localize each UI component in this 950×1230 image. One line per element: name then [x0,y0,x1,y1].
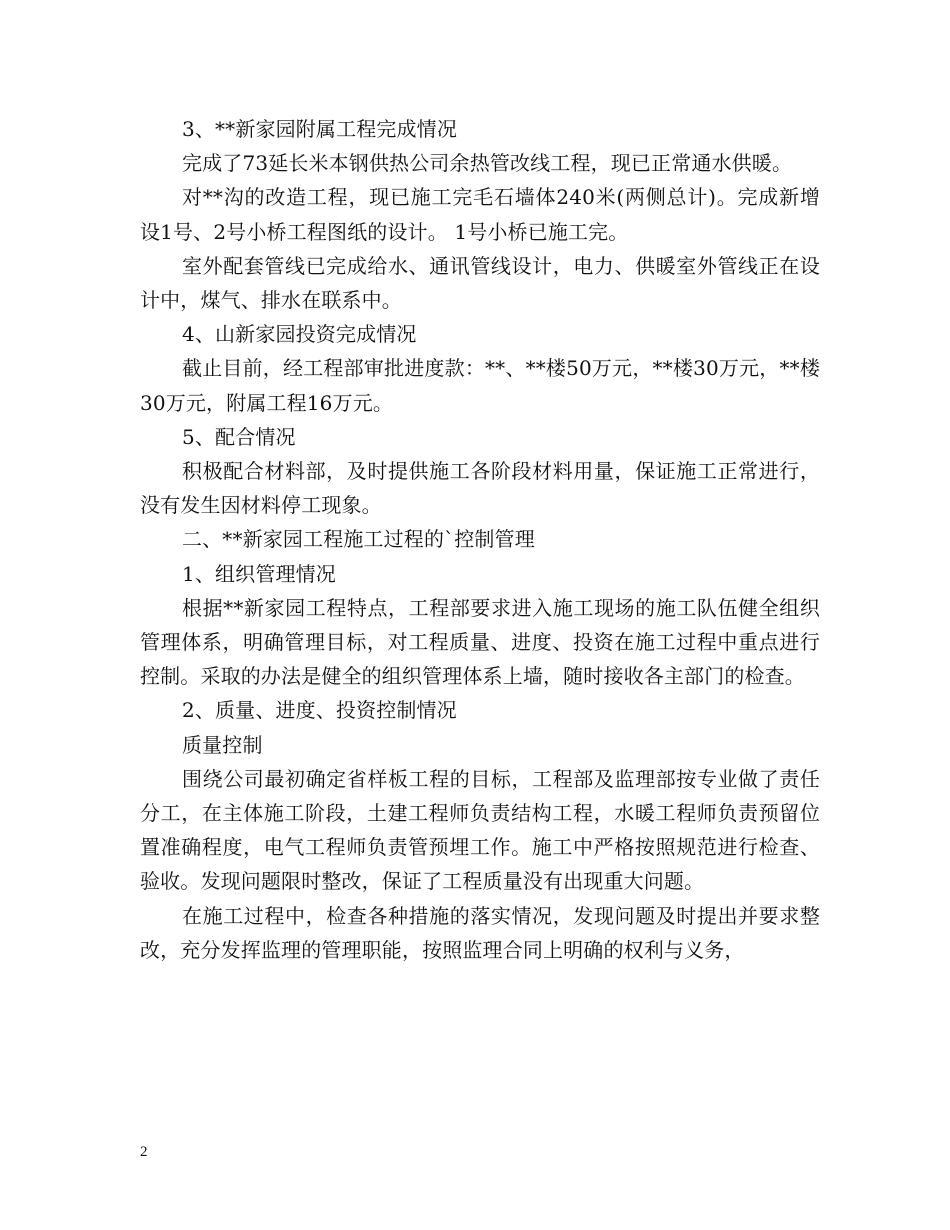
paragraph-construction-inspection: 在施工过程中，检查各种措施的落实情况，发现问题及时提出并要求整改，充分发挥监理的管理职能，按照监理合同上明确的权利与义务， [140,903,820,962]
paragraph-materials-cooperation: 积极配合材料部，及时提供施工各阶段材料用量，保证施工正常进行，没有发生因材料停工现象。 [140,459,820,518]
document-body [140,112,820,967]
paragraph-quality-responsibility: 围绕公司最初确定省样板工程的目标，工程部及监理部按专业做了责任分工，在主体施工阶段，土建工程师负责结构工程，水暖工程师负责预留位置准确程度，电气工程师负责管预埋工作。施工中严格按照规范进行检查、验收。发现问题限时整改，保证了工程质量没有出现重大问题。 [140,766,820,894]
heading-4-investment: 4、山新家园投资完成情况 [182,322,417,347]
heading-2-quality-progress-investment: 2、质量、进度、投资控制情况 [182,698,457,723]
heading-1-organization: 1、组织管理情况 [182,561,336,586]
paragraph-ditch-renovation: 对**沟的改造工程，现已施工完毛石墙体240米(两侧总计)。完成新增设1号、2号小桥工程图纸的设计。 1号小桥已施工完。 [140,185,820,244]
paragraph-organization-management: 根据**新家园工程特点，工程部要求进入施工现场的施工队伍健全组织管理体系，明确管理目标，对工程质量、进度、投资在施工过程中重点进行控制。采取的办法是健全的组织管理体系上墙，随时接收各主部门的检查。 [140,595,820,689]
paragraph-progress-payment: 截止目前，经工程部审批进度款：**、**楼50万元，**楼30万元，**楼30万元，附属工程16万元。 [140,356,820,415]
page-number: 2 [140,1144,148,1160]
heading-section-2-control: 二、**新家园工程施工过程的`控制管理 [182,527,535,552]
heading-quality-control: 质量控制 [182,732,263,757]
heading-5-cooperation: 5、配合情况 [182,424,296,449]
heading-3-attached-works: 3、**新家园附属工程完成情况 [182,117,457,141]
paragraph-heat-pipe: 完成了73延长米本钢供热公司余热管改线工程，现已正常通水供暖。 [182,151,793,176]
paragraph-outdoor-pipelines: 室外配套管线已完成给水、通讯管线设计，电力、供暖室外管线正在设计中，煤气、排水在联系中。 [140,253,820,313]
